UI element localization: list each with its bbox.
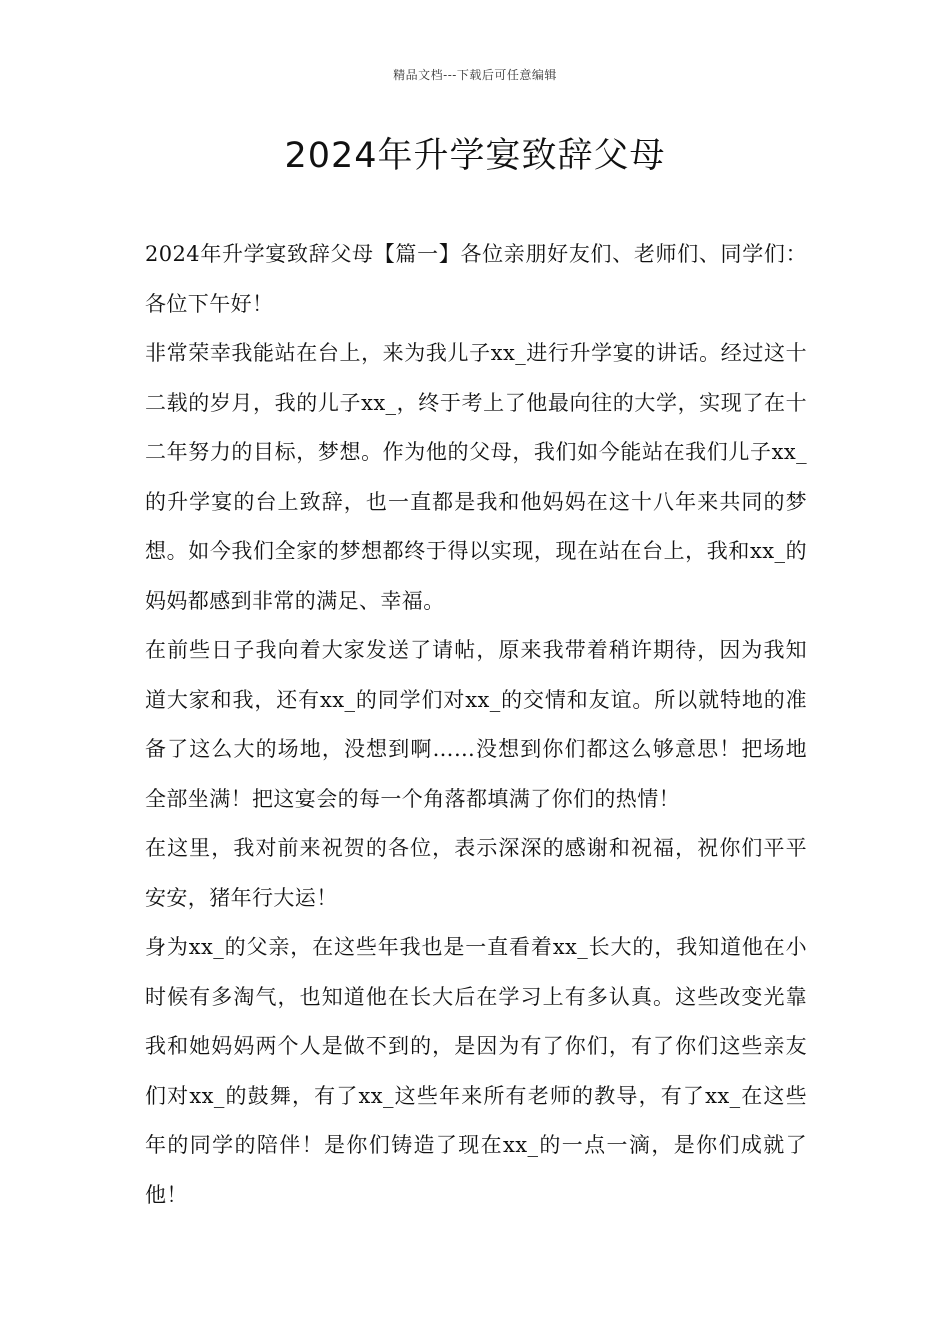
paragraph-greeting: 2024年升学宴致辞父母【篇一】各位亲朋好友们、老师们、同学们：各位下午好！ [145,242,807,316]
paragraph-thanks: 在这里，我对前来祝贺的各位，表示深深的感谢和祝福，祝你们平平安安，猪年行大运！ [145,836,807,910]
header-note: 精品文档---下载后可任意编辑 [393,68,557,82]
paragraph-honor: 非常荣幸我能站在台上，来为我儿子xx_进行升学宴的讲话。经过这十二载的岁月，我的儿子xx_，终于考上了他最向往的大学，实现了在十二年努力的目标，梦想。作为他的父母，我们如今能站在我们儿子xx_的升学宴的台上致辞，也一直都是我和他妈妈在这十八年来共同的梦想。如今我们全家的梦想都终于得以实现，现在站在台上，我和xx_的妈妈都感到非常的满足、幸福。 [145,341,807,613]
document-body [145,230,807,1220]
paragraph-invitation: 在前些日子我向着大家发送了请帖，原来我带着稍许期待，因为我知道大家和我，还有xx_的同学们对xx_的交情和友谊。所以就特地的准备了这么大的场地，没想到啊……没想到你们都这么够意思！把场地全部坐满！把这宴会的每一个角落都填满了你们的热情！ [145,638,807,811]
paragraph-father: 身为xx_的父亲，在这些年我也是一直看着xx_长大的，我知道他在小时候有多淘气，也知道他在长大后在学习上有多认真。这些改变光靠我和她妈妈两个人是做不到的，是因为有了你们，有了你们这些亲友们对xx_的鼓舞，有了xx_这些年来所有老师的教导，有了xx_在这些年的同学的陪伴！是你们铸造了现在xx_的一点一滴，是你们成就了他！ [145,935,807,1207]
document-title: 2024年升学宴致辞父母 [284,136,666,176]
